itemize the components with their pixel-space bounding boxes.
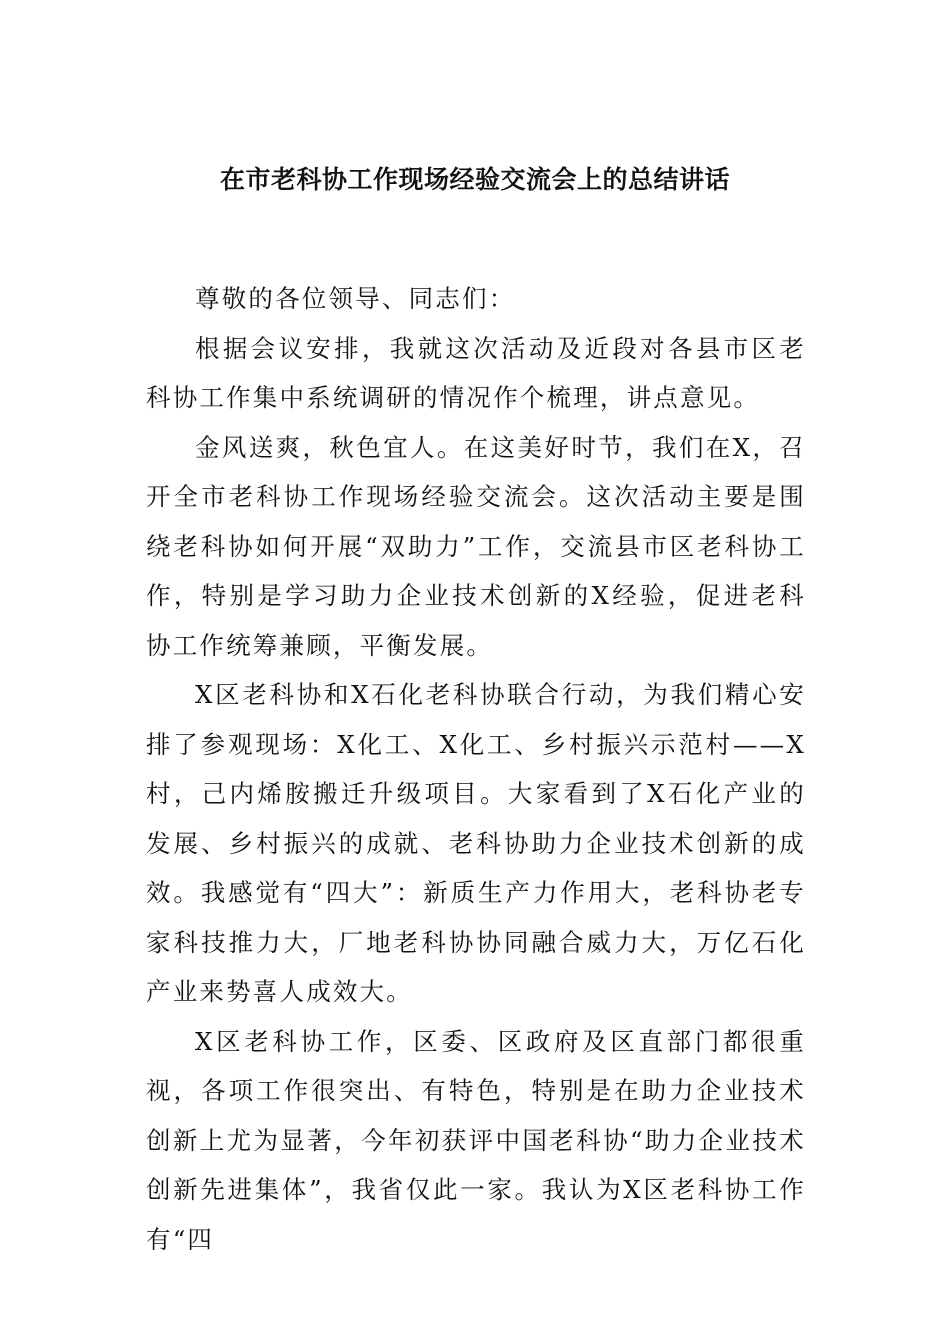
paragraph-3: X区老科协和X石化老科协联合行动，为我们精心安排了参观现场：X化工、X化工、乡村振兴示范村——X村，己内烯胺搬迁升级项目。大家看到了X石化产业的发展、乡村振兴的成就、老科协助力企业技术创新的成效。我感觉有“四大”：新质生产力作用大，老科协老专家科技推力大，厂地老科协协同融合威力大，万亿石化产业来势喜人成效大。 — [146, 680, 806, 1006]
paragraph-4: X区老科协工作，区委、区政府及区直部门都很重视，各项工作很突出、有特色，特别是在助力企业技术创新上尤为显著，今年初获评中国老科协“助力企业技术创新先进集体”，我省仅此一家。我认为X区老科协工作有“四 — [146, 1026, 806, 1254]
paragraph-1: 根据会议安排，我就这次活动及近段对各县市区老科协工作集中系统调研的情况作个梳理，讲点意见。 — [146, 333, 806, 412]
paragraph-salutation: 尊敬的各位领导、同志们： — [195, 284, 516, 313]
paragraph-2: 金风送爽，秋色宜人。在这美好时节，我们在X，召开全市老科协工作现场经验交流会。这次活动主要是围绕老科协如何开展“双助力”工作，交流县市区老科协工作，特别是学习助力企业技术创新的X经验，促进老科协工作统筹兼顾，平衡发展。 — [146, 432, 806, 660]
document-title: 在市老科协工作现场经验交流会上的总结讲话 — [219, 165, 730, 194]
document-body — [146, 274, 806, 1264]
